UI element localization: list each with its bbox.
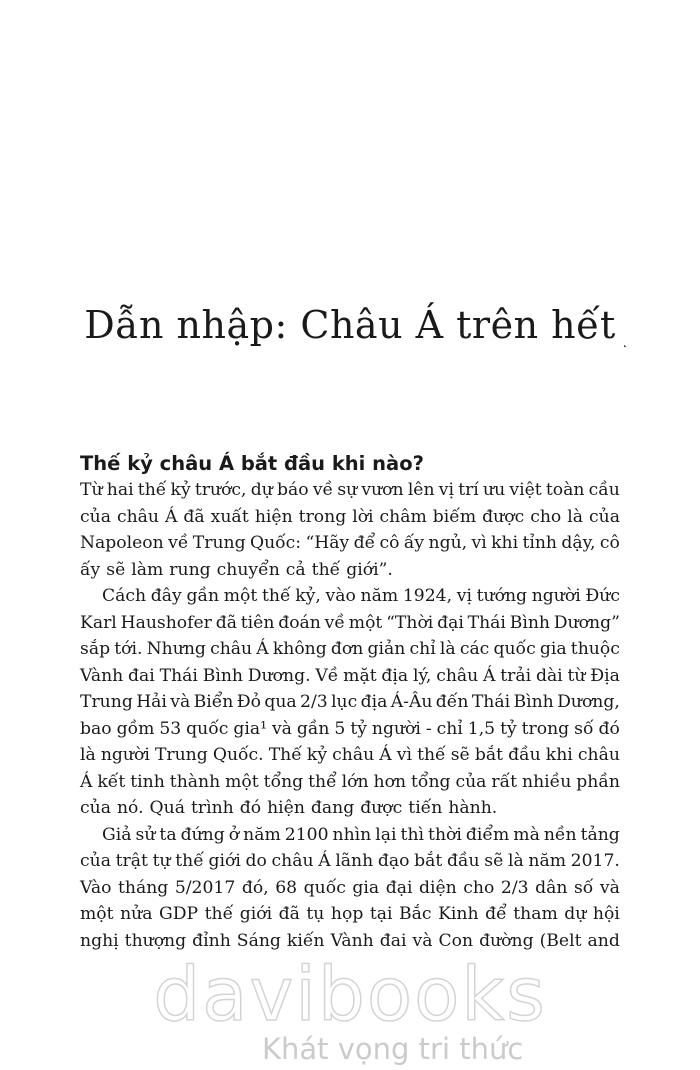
word: đây xyxy=(150,586,182,606)
word: tiên xyxy=(240,612,275,633)
word: vì xyxy=(471,533,487,553)
word: - xyxy=(425,718,432,739)
word: vươn xyxy=(361,480,404,500)
word: ngủ, xyxy=(428,533,468,553)
word: lớn xyxy=(341,771,369,792)
word: đầu xyxy=(508,745,541,765)
word: Sáng xyxy=(236,930,281,951)
word: cho xyxy=(530,506,562,527)
word: mặt xyxy=(343,665,377,686)
word: cả xyxy=(285,559,306,580)
word: hành. xyxy=(448,798,498,818)
word: của xyxy=(80,506,111,527)
word: đó xyxy=(598,718,620,739)
watermark-logo: davibooks xyxy=(153,952,547,1038)
word: Thái xyxy=(159,665,198,686)
word: Bắc xyxy=(399,904,432,924)
word: ấy xyxy=(403,533,425,553)
word: vì xyxy=(396,745,412,765)
word: khi xyxy=(491,533,519,553)
word: châu xyxy=(210,639,253,659)
word: cho xyxy=(463,877,495,898)
word: 53 xyxy=(159,718,182,739)
text-line xyxy=(80,716,620,743)
word: 5/2017 xyxy=(174,877,236,898)
word: trong xyxy=(521,718,570,739)
word: Biển xyxy=(193,692,234,712)
word: gồm xyxy=(116,718,155,739)
word: trình xyxy=(190,798,234,818)
word: ta xyxy=(159,824,177,845)
word: địa xyxy=(360,692,388,712)
word: tỷ xyxy=(500,718,517,739)
word: điểm xyxy=(465,824,510,845)
word: đỉnh xyxy=(192,930,231,951)
word: “Thời xyxy=(386,612,434,633)
word: thuộc xyxy=(570,639,620,659)
word: rung xyxy=(169,559,211,580)
word: thế xyxy=(261,586,291,606)
text-line xyxy=(80,477,620,504)
word: được xyxy=(482,506,525,527)
word: đang xyxy=(310,798,355,818)
word: tụ xyxy=(306,904,325,924)
word: 2017. xyxy=(570,851,620,871)
word: phần xyxy=(576,771,620,792)
word: Napoleon xyxy=(80,533,164,553)
word: Karl xyxy=(80,612,117,633)
word: Đức xyxy=(585,586,620,606)
word: tháng xyxy=(117,877,169,898)
body-text xyxy=(80,477,620,954)
word: Vành xyxy=(80,665,124,686)
word: do xyxy=(245,851,267,871)
word: của xyxy=(80,851,111,871)
word: Vành xyxy=(330,930,374,951)
word: Con xyxy=(438,930,474,951)
word: Trung xyxy=(154,745,208,765)
word: Thế xyxy=(268,745,302,765)
text-line xyxy=(80,875,620,902)
word: tự xyxy=(152,851,171,871)
word: và xyxy=(170,692,191,712)
word: nghị xyxy=(80,930,119,951)
word: quốc xyxy=(303,877,346,898)
word: đã xyxy=(215,612,237,633)
word: Á xyxy=(483,665,496,686)
word: tham xyxy=(513,904,558,924)
word: Thái xyxy=(471,692,511,712)
word: gần xyxy=(186,586,220,606)
word: nửa xyxy=(120,904,153,924)
word: nền xyxy=(543,824,577,845)
word: Quốc. xyxy=(212,745,264,765)
word: họp xyxy=(330,904,364,924)
word: là xyxy=(80,745,96,765)
word: dự xyxy=(250,480,273,500)
text-line xyxy=(80,530,620,557)
text-line xyxy=(80,689,620,716)
word: các xyxy=(459,639,490,659)
text-line xyxy=(80,928,620,955)
word: đại xyxy=(385,877,413,898)
word: làm xyxy=(131,559,164,580)
word: cầu xyxy=(588,480,620,500)
word: Bình xyxy=(509,612,550,633)
word: giản xyxy=(367,639,406,659)
word: trật xyxy=(115,851,148,871)
word: đai xyxy=(128,665,155,686)
word: cô xyxy=(379,533,400,553)
word: không xyxy=(272,639,327,659)
word: ưu xyxy=(483,480,506,500)
word: một xyxy=(80,904,114,924)
word: lãnh xyxy=(335,851,374,871)
word: xuất xyxy=(210,506,249,527)
word: châm xyxy=(379,506,427,527)
word: đó, xyxy=(241,877,269,898)
word: người xyxy=(100,745,150,765)
word: dự xyxy=(564,904,587,924)
word: trải xyxy=(500,665,532,686)
word: bao xyxy=(80,718,112,739)
word: chuyển xyxy=(216,559,280,580)
word: vị xyxy=(438,480,454,500)
word: thế xyxy=(137,480,167,500)
word: Trung xyxy=(80,692,133,712)
text-line xyxy=(80,848,620,875)
word: thì xyxy=(400,824,425,845)
word: Á-Âu xyxy=(390,692,433,712)
word: sẽ xyxy=(106,559,126,580)
word: đạo xyxy=(377,851,410,871)
word: mà xyxy=(513,824,540,845)
word: Á xyxy=(318,851,331,871)
word: sẽ xyxy=(484,851,504,871)
word: sử xyxy=(135,824,156,845)
word: and xyxy=(587,930,620,951)
word: đoán xyxy=(278,612,321,633)
word: nó. xyxy=(116,798,144,818)
word: “Hãy xyxy=(305,533,350,553)
word: tổng xyxy=(263,771,304,792)
word: thể xyxy=(308,771,337,792)
word: là xyxy=(567,506,584,527)
word: nhiều xyxy=(522,771,572,792)
word: Bình xyxy=(202,665,243,686)
watermark-tagline: Khát vọng tri thức xyxy=(262,1032,524,1066)
word: châu xyxy=(577,745,620,765)
word: Á xyxy=(256,639,269,659)
text-line xyxy=(80,663,620,690)
word: dài xyxy=(535,665,563,686)
word: trong xyxy=(298,506,347,527)
word: Quốc: xyxy=(249,533,302,553)
word: giới”. xyxy=(346,559,393,580)
word: quốc xyxy=(493,639,536,659)
word: để xyxy=(353,533,376,553)
word: tảng xyxy=(580,824,620,845)
word: gia xyxy=(539,639,567,659)
word: kỷ, xyxy=(295,586,321,606)
word: hiện xyxy=(267,798,305,818)
word: nhìn xyxy=(332,824,372,845)
word: Vào xyxy=(80,877,112,898)
word: (Belt xyxy=(539,930,582,951)
word: hơn xyxy=(373,771,407,792)
word: dậy, xyxy=(561,533,596,553)
text-line xyxy=(80,557,620,584)
chapter-title: Dẫn nhập: Châu Á trên hết xyxy=(84,303,616,348)
word: về xyxy=(312,480,334,500)
word: sự xyxy=(337,480,358,500)
word: đứng xyxy=(180,824,225,845)
word: năm xyxy=(360,586,399,606)
word: sẽ xyxy=(450,745,470,765)
word: Địa xyxy=(590,665,620,686)
text-line xyxy=(80,742,620,769)
word: dân xyxy=(535,877,568,898)
word: Cách xyxy=(102,586,147,606)
word: quốc xyxy=(186,718,229,739)
word: kiến xyxy=(286,930,325,951)
word: thế xyxy=(204,904,234,924)
word: thời xyxy=(428,824,462,845)
word: một xyxy=(225,771,259,792)
word: người xyxy=(371,718,421,739)
word: năm xyxy=(528,851,566,871)
word: hai xyxy=(106,480,134,500)
word: tới. xyxy=(114,639,143,659)
word: việt xyxy=(509,480,542,500)
word: trí xyxy=(458,480,479,500)
word: vị xyxy=(456,586,472,606)
word: tiến xyxy=(408,798,443,818)
word: Kinh xyxy=(438,904,479,924)
word: khi xyxy=(545,745,573,765)
word: kỷ xyxy=(170,480,191,500)
section-heading: Thế kỷ châu Á bắt đầu khi nào? xyxy=(80,452,424,476)
word: 2100 xyxy=(284,824,329,845)
word: Quá xyxy=(149,798,185,818)
word: của xyxy=(589,506,620,527)
word: lý, xyxy=(412,665,432,686)
decorative-mark: ˛ xyxy=(622,334,628,348)
word: 2/3 xyxy=(500,877,529,898)
word: rất xyxy=(491,771,518,792)
word: giới xyxy=(208,851,241,871)
text-line xyxy=(80,583,620,610)
word: châu xyxy=(271,851,314,871)
word: là xyxy=(439,639,456,659)
word: báo xyxy=(277,480,309,500)
word: Dương, xyxy=(557,692,620,712)
word: châu xyxy=(436,665,479,686)
watermark xyxy=(0,952,700,1038)
text-line xyxy=(80,901,620,928)
word: lên xyxy=(407,480,435,500)
text-line xyxy=(80,504,620,531)
text-line xyxy=(80,822,620,849)
word: biếm xyxy=(432,506,477,527)
word: 1924, xyxy=(402,586,453,606)
word: và xyxy=(412,930,433,951)
word: gia xyxy=(352,877,380,898)
word: Dương. xyxy=(247,665,311,686)
text-line xyxy=(80,769,620,796)
word: và xyxy=(599,877,620,898)
word: và xyxy=(271,718,292,739)
word: hội xyxy=(592,904,620,924)
word: tổng xyxy=(411,771,451,792)
word: Á xyxy=(379,745,392,765)
word: của xyxy=(455,771,487,792)
word: trước, xyxy=(194,480,247,500)
word: năm xyxy=(243,824,281,845)
word: đại xyxy=(437,612,464,633)
word: thế xyxy=(417,745,446,765)
word: chỉ xyxy=(409,639,436,659)
word: một xyxy=(348,612,383,633)
word: địa xyxy=(381,665,409,686)
word: của xyxy=(80,798,111,818)
word: chỉ xyxy=(436,718,463,739)
word: giới xyxy=(239,904,273,924)
word: Haushofer xyxy=(120,612,212,633)
word: cô xyxy=(599,533,620,553)
word: từ xyxy=(567,665,586,686)
word: kết xyxy=(97,771,126,792)
word: Từ xyxy=(80,480,103,500)
text-line xyxy=(80,795,620,822)
word: Dương” xyxy=(553,612,620,633)
word: bắt xyxy=(474,745,503,765)
word: lại xyxy=(375,824,397,845)
word: ấy xyxy=(80,559,101,580)
word: ở xyxy=(228,824,240,845)
word: Á xyxy=(164,506,178,527)
word: Về xyxy=(315,665,339,686)
word: đã xyxy=(278,904,300,924)
word: 68 xyxy=(275,877,298,898)
word: đó xyxy=(239,798,262,818)
word: đai xyxy=(379,930,407,951)
word: để xyxy=(485,904,507,924)
word: số xyxy=(574,718,594,739)
word: gia¹ xyxy=(233,718,267,739)
word: Bình xyxy=(513,692,554,712)
word: đến xyxy=(435,692,469,712)
word: châu xyxy=(116,506,159,527)
word: thượng xyxy=(124,930,187,951)
word: hiện xyxy=(254,506,293,527)
word: lời xyxy=(352,506,374,527)
word: được xyxy=(360,798,403,818)
word: Hải xyxy=(136,692,167,712)
word: diện xyxy=(419,877,457,898)
word: Á xyxy=(80,771,93,792)
word: Nhưng xyxy=(146,639,206,659)
word: 2/3 xyxy=(300,692,328,712)
word: GDP xyxy=(159,904,199,924)
word: kỷ xyxy=(306,745,328,765)
word: Trung xyxy=(192,533,246,553)
word: đã xyxy=(183,506,205,527)
word: 1,5 xyxy=(467,718,496,739)
word: gần xyxy=(296,718,330,739)
word: qua xyxy=(264,692,297,712)
word: vào xyxy=(325,586,356,606)
word: một xyxy=(223,586,258,606)
word: tướng xyxy=(476,586,528,606)
word: thế xyxy=(175,851,204,871)
word: Đỏ xyxy=(236,692,261,712)
word: bắt xyxy=(414,851,443,871)
word: châu xyxy=(332,745,375,765)
word: là xyxy=(507,851,524,871)
word: Giả xyxy=(102,824,132,845)
word: 5 xyxy=(334,718,346,739)
text-line xyxy=(80,610,620,637)
word: tinh xyxy=(130,771,165,792)
word: tỷ xyxy=(350,718,367,739)
text-line xyxy=(80,636,620,663)
word: về xyxy=(168,533,189,553)
word: đường xyxy=(479,930,534,951)
word: toàn xyxy=(545,480,585,500)
word: số xyxy=(573,877,594,898)
word: sắp xyxy=(80,639,111,659)
word: đầu xyxy=(447,851,480,871)
word: thành xyxy=(169,771,221,792)
word: tại xyxy=(369,904,393,924)
word: Thái xyxy=(467,612,506,633)
word: lục xyxy=(331,692,358,712)
word: đơn xyxy=(330,639,364,659)
word: tỉnh xyxy=(522,533,557,553)
word: về xyxy=(324,612,345,633)
word: thế xyxy=(311,559,341,580)
word: người xyxy=(531,586,581,606)
